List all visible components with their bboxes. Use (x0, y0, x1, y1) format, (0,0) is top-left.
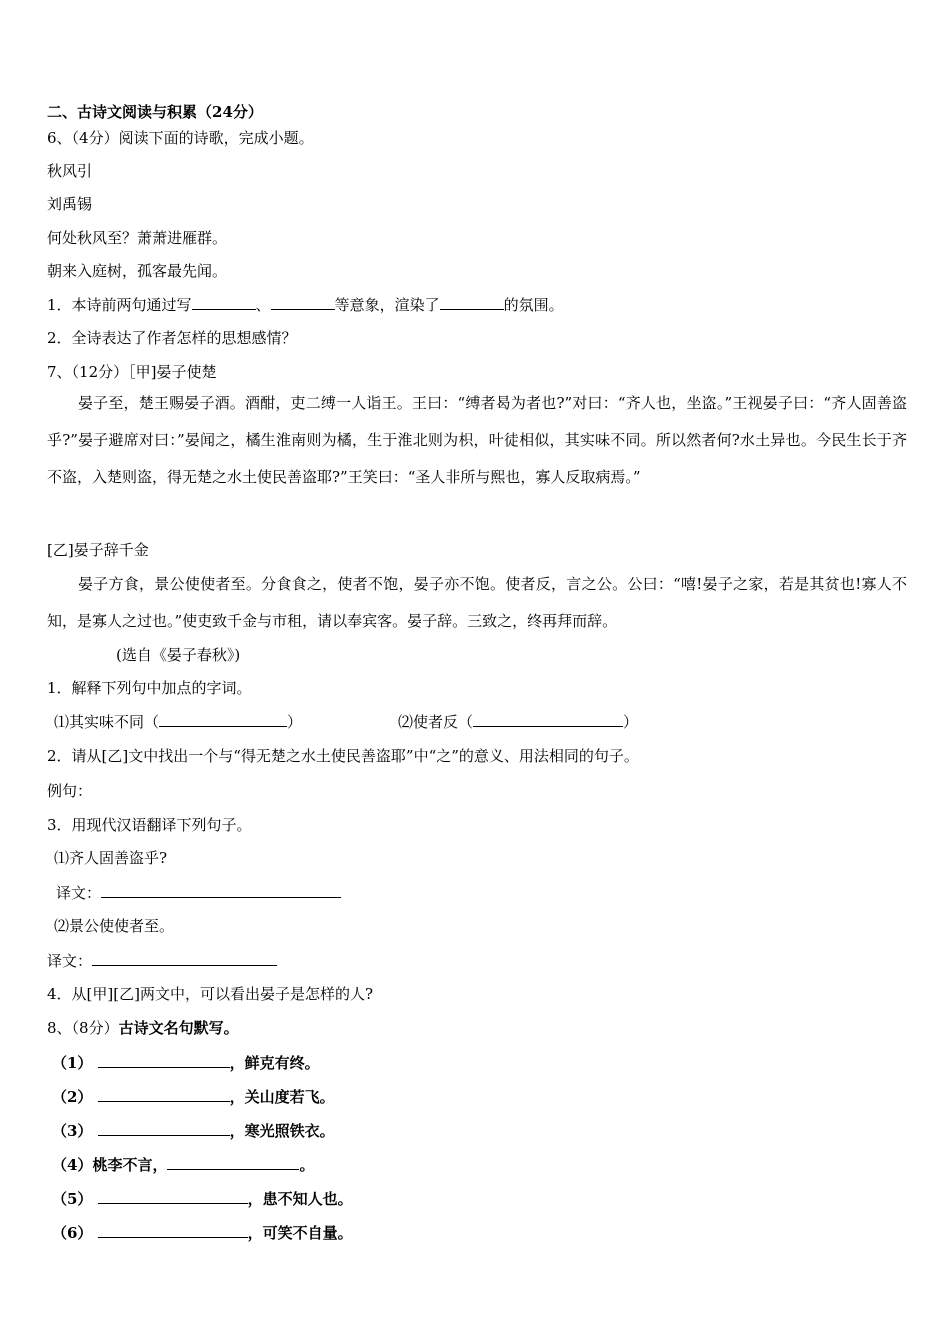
item-after-text: ，可笑不自量。 (247, 1224, 353, 1242)
section-title: 二、古诗文阅读与积累（24分） (47, 103, 263, 121)
item-number: （3） (52, 1122, 93, 1140)
translation-label: 译文： (56, 884, 102, 902)
q7-sub1: 1．解释下列句中加点的字词。 (47, 679, 252, 697)
item-before-text: 桃李不言， (92, 1156, 168, 1174)
item-after-text: ，关山度若飞。 (229, 1088, 335, 1106)
q7-sub1-item2-close: ） (623, 713, 639, 731)
item-number: （4） (52, 1156, 93, 1174)
q7-sub3-translation1 (56, 882, 341, 903)
q7-source: (选自《晏子春秋》) (116, 646, 241, 664)
q7-sub1-item1-close: ） (287, 713, 303, 731)
q7-jia-text: 晏子至，楚王赐晏子酒。酒酣，吏二缚一人诣王。王曰：“缚者曷为者也?”对曰：“齐人也，坐盗。”王视晏子曰：“齐人固善盗乎?”晏子避席对曰：”晏闻之，橘生淮南则为橘，生于淮北则为枳，叶徒相似，其实味不同。所以然者何?水土异也。今民生长于齐不盗，入楚则盗，得无楚之水土使民善盗耶?”王笑曰：“圣人非所与熙也，寡人反取病焉。” (47, 394, 907, 486)
q6-sub1-part-a: 1．本诗前两句通过写 (47, 296, 192, 314)
item-number: （6） (52, 1224, 93, 1242)
q8-header-title: 古诗文名句默写。 (118, 1019, 239, 1037)
q8-header (47, 1018, 239, 1038)
q7-sub2-example: 例句： (47, 782, 93, 800)
q6-sub1-part-c: 等意象，渲染了 (334, 296, 440, 314)
q6-sub1-part-d: 的氛围。 (503, 296, 564, 314)
poem-title: 秋风引 (47, 162, 93, 180)
q8-item-5 (52, 1188, 353, 1209)
q7-sub2: 2．请从[乙]文中找出一个与“得无楚之水土使民善盗耶”中“之”的意义、用法相同的句子。 (47, 747, 639, 765)
item-number: （1） (52, 1054, 93, 1072)
poem-line-1: 何处秋风至？萧萧进雁群。 (47, 229, 228, 247)
answer-blank[interactable] (440, 294, 504, 310)
poem-line-2: 朝来入庭树，孤客最先闻。 (47, 262, 228, 280)
q7-sub4: 4．从[甲][乙]两文中，可以看出晏子是怎样的人? (47, 985, 373, 1003)
q7-yi-text: 晏子方食，景公使使者至。分食食之，使者不饱，晏子亦不饱。使者反，言之公。公曰：“嘻!晏子之家，若是其贫也!寡人不知，是寡人之过也。”使吏致千金与市租，请以奉宾客。晏子辞。三致之，终再拜而辞。 (47, 575, 907, 630)
q6-sub1-part-b: 、 (255, 296, 271, 314)
answer-blank[interactable] (98, 1222, 248, 1238)
item-after-text: ，鲜克有终。 (229, 1054, 320, 1072)
q6-sub2: 2．全诗表达了作者怎样的思想感情？ (47, 329, 297, 347)
q6-sub1 (47, 294, 564, 315)
q7-sub3-item2: ⑵景公使使者至。 (54, 917, 175, 935)
q6-header: 6、（4分）阅读下面的诗歌，完成小题。 (47, 129, 314, 147)
q7-sub3-translation2 (47, 950, 277, 971)
answer-blank[interactable] (98, 1052, 230, 1068)
q7-sub3-item1: ⑴齐人固善盗乎? (54, 849, 168, 867)
item-after-text: ，寒光照铁衣。 (229, 1122, 335, 1140)
answer-blank[interactable] (92, 950, 277, 966)
poem-author: 刘禹锡 (47, 195, 93, 213)
q8-item-4 (52, 1154, 314, 1175)
answer-blank[interactable] (192, 294, 256, 310)
answer-blank[interactable] (473, 711, 623, 727)
q7-sub1-item1-label: ⑴其实味不同（ (54, 713, 160, 731)
answer-blank[interactable] (159, 711, 287, 727)
item-number: （5） (52, 1190, 93, 1208)
answer-blank[interactable] (101, 882, 341, 898)
translation-label: 译文： (47, 952, 93, 970)
q8-item-6 (52, 1222, 353, 1243)
q7-header: 7、（12分）［甲]晏子使楚 (47, 363, 217, 381)
item-after-text: 。 (299, 1156, 315, 1174)
q8-item-3 (52, 1120, 335, 1141)
item-number: （2） (52, 1088, 93, 1106)
q8-item-2 (52, 1086, 335, 1107)
answer-blank[interactable] (167, 1154, 299, 1170)
item-after-text: ，患不知人也。 (247, 1190, 353, 1208)
q7-sub3: 3．用现代汉语翻译下列句子。 (47, 816, 252, 834)
q7-yi-title: [乙]晏子辞千金 (47, 541, 149, 559)
q7-sub1-item2-label: ⑵使者反（ (398, 713, 474, 731)
q7-sub1-item1 (54, 711, 302, 732)
q8-item-1 (52, 1052, 320, 1073)
answer-blank[interactable] (98, 1086, 230, 1102)
answer-blank[interactable] (271, 294, 335, 310)
q7-sub1-item2 (398, 711, 638, 732)
answer-blank[interactable] (98, 1188, 248, 1204)
q8-header-score: 8、（8分） (47, 1019, 119, 1037)
answer-blank[interactable] (98, 1120, 230, 1136)
